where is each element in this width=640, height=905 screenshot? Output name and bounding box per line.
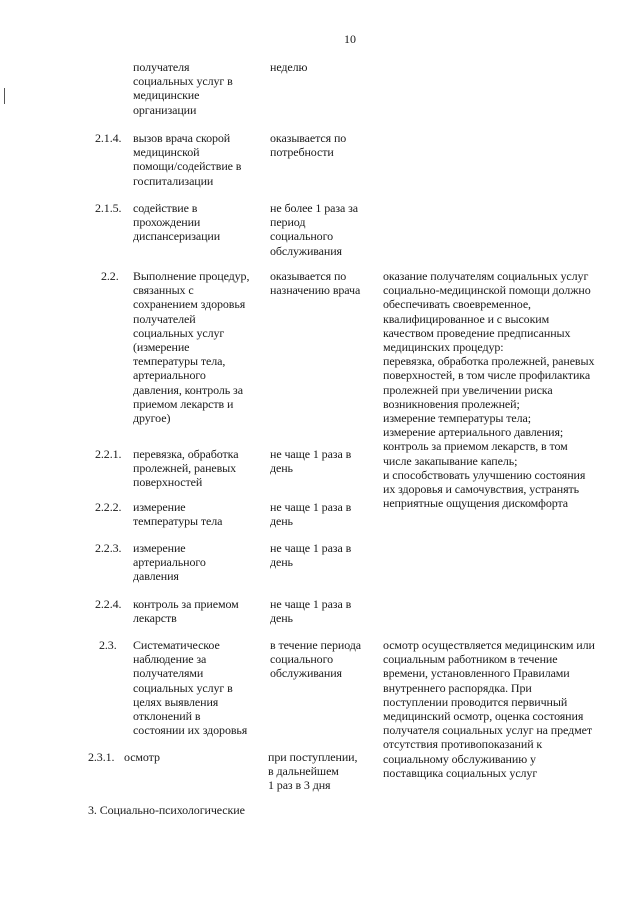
row-number: 2.1.4.	[95, 131, 122, 145]
period-cell: не чаще 1 раза в день	[270, 597, 352, 626]
service-cell: контроль за приемом лекарств	[133, 597, 239, 626]
page-number: 10	[344, 32, 356, 46]
period-cell: не чаще 1 раза в день	[270, 500, 352, 529]
row-number: 2.1.5.	[95, 201, 122, 215]
service-cell: измерение температуры тела	[133, 500, 223, 529]
period-cell: не более 1 раза за период социального обслуживания	[270, 201, 358, 258]
service-cell: измерение артериального давления	[133, 541, 206, 584]
service-cell: Систематическое наблюдение за получателями социальных услуг в целях выявления отклонений в состоянии их здоровья	[133, 638, 248, 738]
period-cell: не чаще 1 раза в день	[270, 541, 352, 570]
section-heading: 3. Социально-психологические	[88, 803, 245, 817]
row-number: 2.2.4.	[95, 597, 122, 611]
service-cell: вызов врача скорой медицинской помощи/содействие в госпитализации	[133, 131, 242, 188]
service-cell: перевязка, обработка пролежней, раневых поверхностей	[133, 447, 239, 490]
service-cell: получателя социальных услуг в медицинские организации	[133, 60, 233, 117]
period-cell: неделю	[270, 60, 308, 74]
period-cell: не чаще 1 раза в день	[270, 447, 352, 476]
quality-cell: оказание получателям социальных услуг социально-медицинской помощи должно обеспечивать своевременное, квалифицированное и с высоким качеством проведение предписанных медицинских процедур: перевязка, обработка пролежней, раневых поверхностей, в том числе профилактика пролежней при увеличении риска возникновения пролежней; измерение температуры тела; измерение артериального давления; контроль за приемом лекарств, в том числе закапывание капель; и способствовать улучшению состояния их здоровья и самочувствия, устранять неприятные ощущения дискомфорта	[383, 269, 595, 511]
row-number: 2.2.2.	[95, 500, 122, 514]
period-cell: оказывается по потребности	[270, 131, 347, 160]
service-cell: содействие в прохождении диспансеризации	[133, 201, 221, 244]
quality-cell: осмотр осуществляется медицинским или социальным работником в течение времени, установленного Правилами внутреннего распорядка. При поступлении проводится первичный медицинский осмотр, оценка состояния получателя социальных услуг на предмет отсутствия противопоказаний к социальному обслуживанию у поставщика социальных услуг	[383, 638, 595, 780]
margin-mark	[4, 88, 5, 104]
row-number: 2.3.	[99, 638, 117, 652]
row-number: 2.3.1.	[88, 750, 115, 764]
service-cell: Выполнение процедур, связанных с сохранением здоровья получателей социальных услуг (измерение температуры тела, артериального давления, контроль за приемом лекарств и другое)	[133, 269, 250, 426]
row-number: 2.2.	[101, 269, 119, 283]
period-cell: оказывается по назначению врача	[270, 269, 361, 298]
service-cell: осмотр	[124, 750, 160, 764]
period-cell: при поступлении, в дальнейшем 1 раз в 3 дня	[268, 750, 358, 793]
row-number: 2.2.3.	[95, 541, 122, 555]
row-number: 2.2.1.	[95, 447, 122, 461]
period-cell: в течение периода социального обслуживания	[270, 638, 362, 681]
